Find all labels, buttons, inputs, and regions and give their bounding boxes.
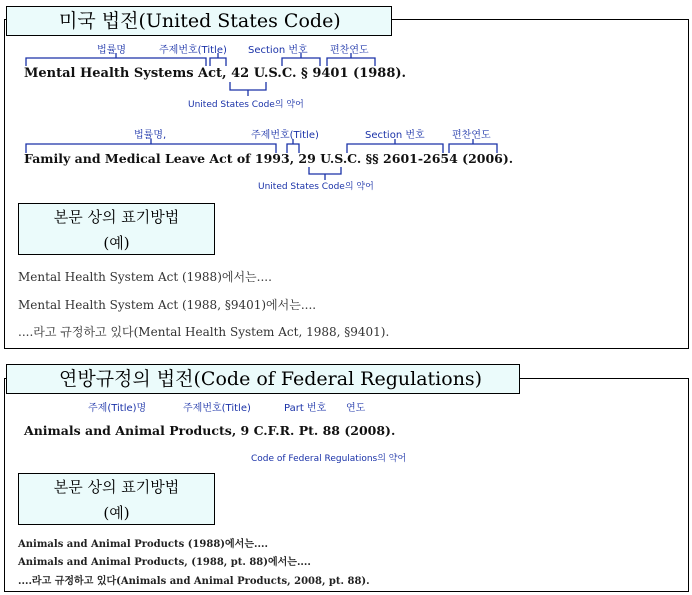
notation-example-label: (예) — [103, 504, 130, 522]
cfr-notation-box — [18, 473, 215, 525]
label-title-number: 주제번호(Title) — [251, 130, 319, 141]
label-part-number: Part 번호 — [284, 403, 327, 414]
usc-abbreviation-note: United States Code의 약어 — [258, 182, 374, 192]
label-year: 연도 — [346, 403, 366, 414]
label-section-number: Section 번호 — [248, 45, 308, 56]
label-title-number: 주제번호(Title) — [159, 45, 227, 56]
usc-example-1: Mental Health System Act (1988)에서는.... — [18, 270, 272, 284]
usc-title: 미국 법전(United States Code) — [6, 6, 392, 36]
label-title-number: 주제번호(Title) — [183, 403, 251, 414]
label-compilation-year: 편찬연도 — [452, 130, 491, 141]
cfr-abbreviation-note: Code of Federal Regulations의 약어 — [251, 454, 407, 464]
usc-citation-1: Mental Health Systems Act, 42 U.S.C. § 9401 (1988). — [24, 66, 407, 81]
usc-notation-box — [18, 203, 215, 255]
label-title-name: 주제(Title)명 — [88, 403, 147, 414]
label-law-name: 법률명 — [97, 45, 126, 56]
cfr-example-2: Animals and Animal Products, (1988, pt. 88)에서는.... — [18, 557, 311, 568]
cfr-example-3: ....라고 규정하고 있다(Animals and Animal Products, 2008, pt. 88). — [18, 576, 370, 587]
usc-example-3: ....라고 규정하고 있다(Mental Health System Act, 1988, §9401). — [18, 325, 390, 339]
usc-citation-2: Family and Medical Leave Act of 1993, 29 U.S.C. §§ 2601-2654 (2006). — [24, 151, 514, 166]
cfr-citation: Animals and Animal Products, 9 C.F.R. Pt. 88 (2008). — [24, 423, 396, 438]
notation-heading: 본문 상의 표기방법 — [53, 208, 180, 226]
notation-example-label: (예) — [103, 234, 130, 252]
label-compilation-year: 편찬연도 — [330, 45, 369, 56]
cfr-title: 연방규정의 법전(Code of Federal Regulations) — [6, 364, 520, 394]
usc-example-2: Mental Health System Act (1988, §9401)에서는.... — [18, 298, 317, 312]
usc-abbreviation-note: United States Code의 약어 — [188, 100, 304, 110]
notation-heading: 본문 상의 표기방법 — [53, 478, 180, 496]
cfr-example-1: Animals and Animal Products (1988)에서는.... — [18, 539, 268, 550]
label-law-name: 법률명, — [134, 130, 167, 141]
label-section-number: Section 번호 — [365, 130, 425, 141]
